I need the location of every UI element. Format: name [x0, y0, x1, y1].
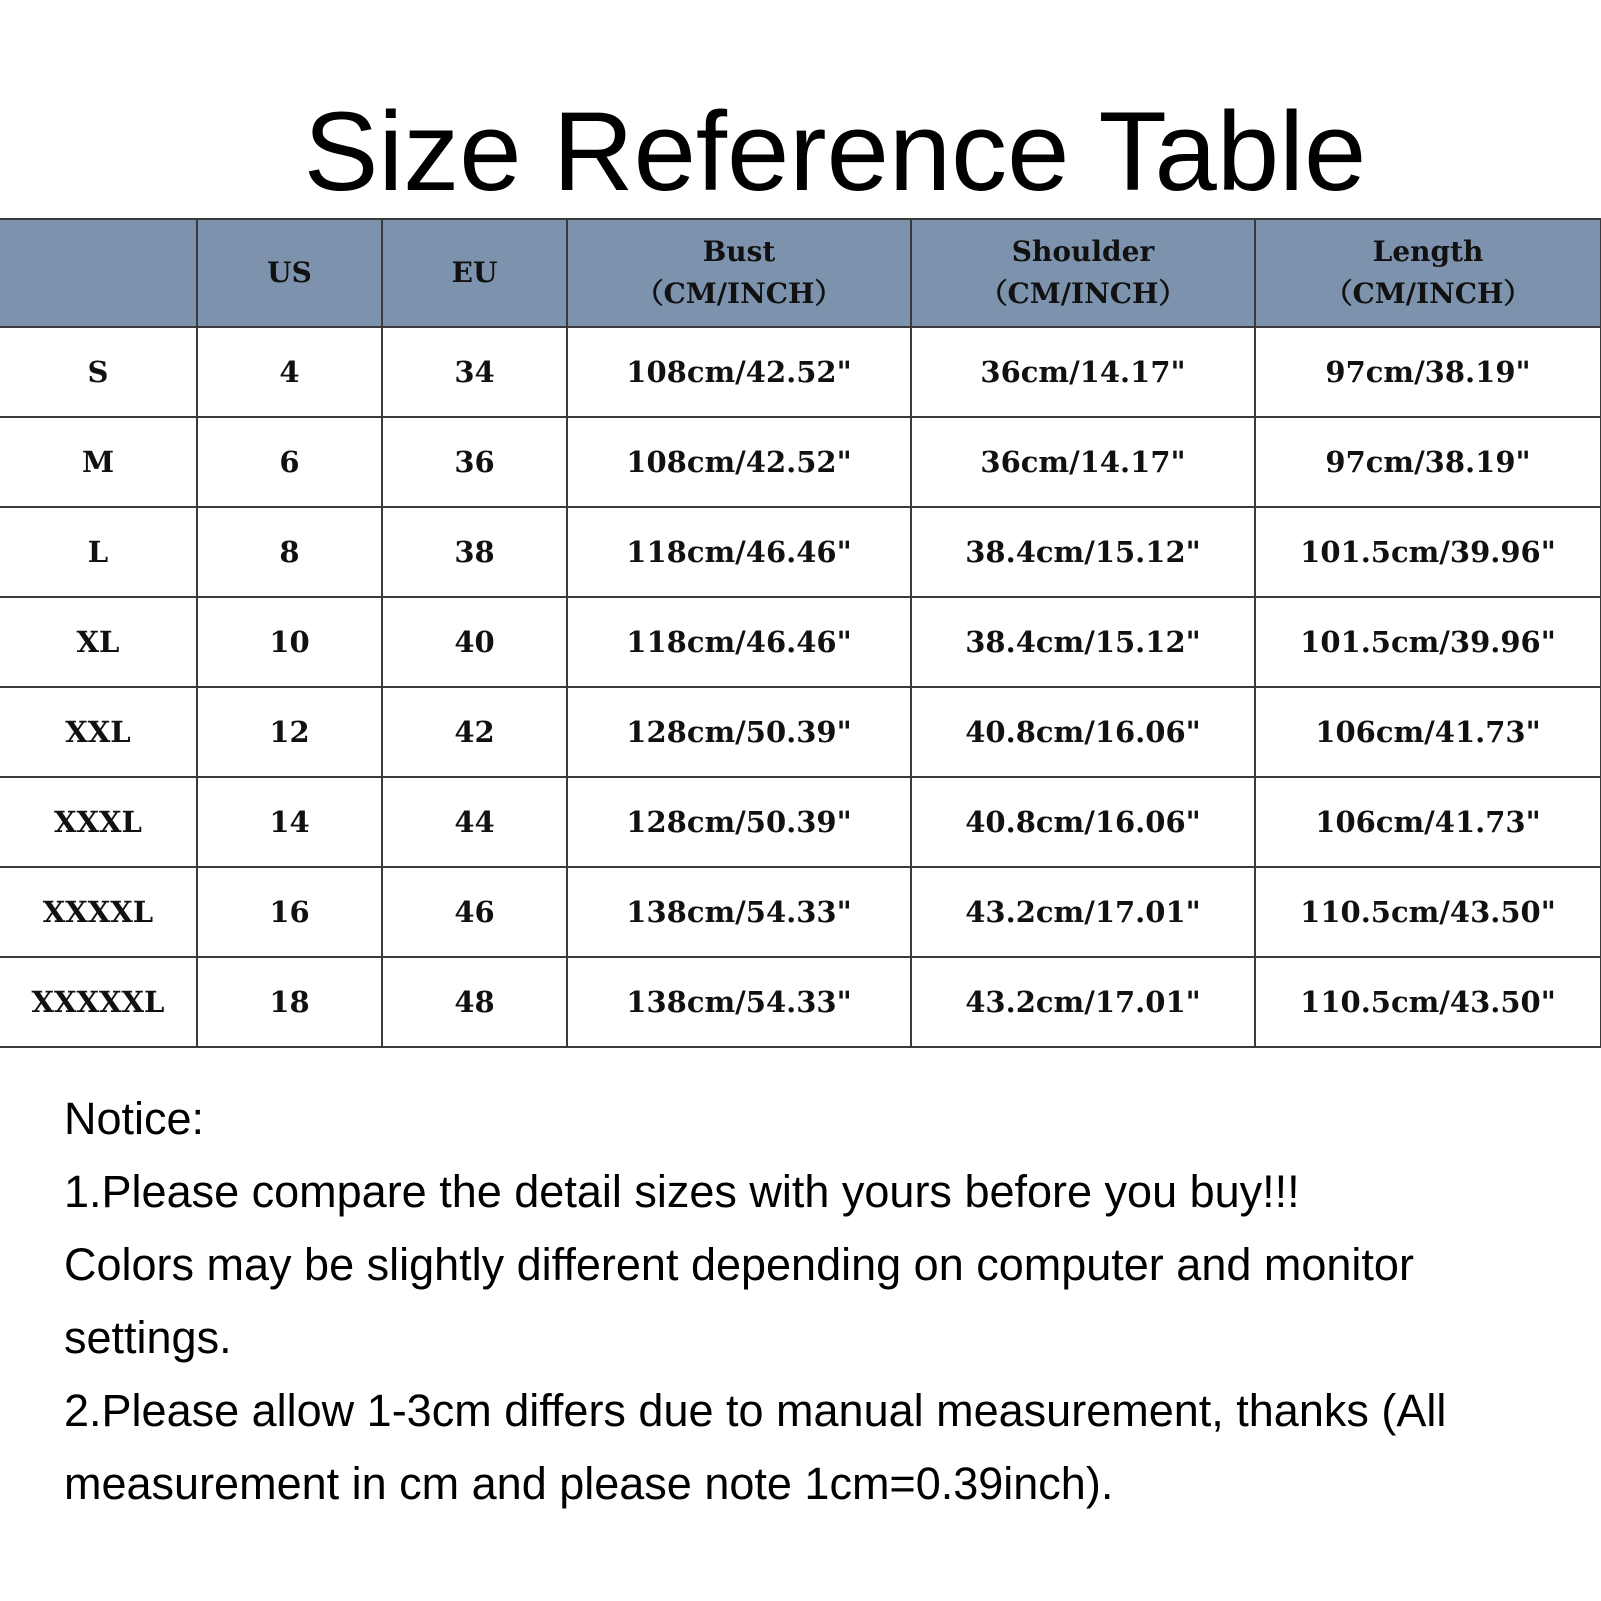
header-size — [0, 219, 197, 327]
table-row — [0, 327, 1601, 417]
cell-length: 110.5cm/43.50" — [1255, 957, 1601, 1047]
cell-us: 16 — [197, 867, 382, 957]
cell-length: 110.5cm/43.50" — [1255, 867, 1601, 957]
cell-eu: 48 — [382, 957, 567, 1047]
cell-length: 97cm/38.19" — [1255, 327, 1601, 417]
cell-shoulder: 43.2cm/17.01" — [911, 957, 1255, 1047]
page-title: Size Reference Table — [303, 89, 1367, 214]
cell-size: S — [0, 327, 197, 417]
cell-bust: 138cm/54.33" — [567, 867, 911, 957]
header-shoulder — [911, 219, 1255, 327]
cell-eu: 46 — [382, 867, 567, 957]
notice-line: 1.Please compare the detail sizes with yours before you buy!!! — [64, 1166, 1300, 1217]
cell-size: XXXL — [0, 777, 197, 867]
cell-us: 10 — [197, 597, 382, 687]
cell-us: 8 — [197, 507, 382, 597]
cell-us: 14 — [197, 777, 382, 867]
notice-line: settings. — [64, 1312, 232, 1363]
header-bust — [567, 219, 911, 327]
cell-length: 106cm/41.73" — [1255, 687, 1601, 777]
cell-eu: 40 — [382, 597, 567, 687]
table-row — [0, 417, 1601, 507]
table-row — [0, 777, 1601, 867]
notice-line: Colors may be slightly different depending on computer and monitor — [64, 1239, 1414, 1290]
cell-us: 6 — [197, 417, 382, 507]
cell-size: XXXXXL — [0, 957, 197, 1047]
cell-us: 18 — [197, 957, 382, 1047]
header-us — [197, 219, 382, 327]
cell-shoulder: 38.4cm/15.12" — [911, 597, 1255, 687]
cell-shoulder: 43.2cm/17.01" — [911, 867, 1255, 957]
cell-size: XXXXL — [0, 867, 197, 957]
header-us-label: US — [267, 256, 312, 289]
cell-shoulder: 40.8cm/16.06" — [911, 687, 1255, 777]
cell-size: M — [0, 417, 197, 507]
header-bust-unit: （CM/INCH） — [635, 277, 843, 310]
cell-shoulder: 38.4cm/15.12" — [911, 507, 1255, 597]
header-length-unit: （CM/INCH） — [1324, 277, 1532, 310]
header-bust-label: Bust — [702, 235, 776, 268]
header-row — [0, 219, 1601, 327]
cell-eu: 44 — [382, 777, 567, 867]
cell-eu: 34 — [382, 327, 567, 417]
notice-block — [64, 1082, 1584, 1520]
cell-eu: 36 — [382, 417, 567, 507]
cell-size: XXL — [0, 687, 197, 777]
cell-shoulder: 40.8cm/16.06" — [911, 777, 1255, 867]
cell-shoulder: 36cm/14.17" — [911, 327, 1255, 417]
cell-bust: 108cm/42.52" — [567, 327, 911, 417]
header-eu — [382, 219, 567, 327]
cell-length: 101.5cm/39.96" — [1255, 507, 1601, 597]
cell-length: 106cm/41.73" — [1255, 777, 1601, 867]
cell-bust: 128cm/50.39" — [567, 777, 911, 867]
cell-bust: 128cm/50.39" — [567, 687, 911, 777]
cell-eu: 42 — [382, 687, 567, 777]
header-shoulder-unit: （CM/INCH） — [979, 277, 1187, 310]
cell-length: 101.5cm/39.96" — [1255, 597, 1601, 687]
cell-length: 97cm/38.19" — [1255, 417, 1601, 507]
table-row — [0, 957, 1601, 1047]
cell-us: 4 — [197, 327, 382, 417]
header-length-label: Length — [1372, 235, 1484, 268]
cell-size: L — [0, 507, 197, 597]
cell-shoulder: 36cm/14.17" — [911, 417, 1255, 507]
table-row — [0, 597, 1601, 687]
header-length — [1255, 219, 1601, 327]
notice-line: measurement in cm and please note 1cm=0.39inch). — [64, 1458, 1114, 1509]
table-row — [0, 867, 1601, 957]
cell-bust: 138cm/54.33" — [567, 957, 911, 1047]
header-shoulder-label: Shoulder — [1011, 235, 1155, 268]
cell-eu: 38 — [382, 507, 567, 597]
cell-size: XL — [0, 597, 197, 687]
notice-heading: Notice: — [64, 1093, 205, 1144]
cell-bust: 118cm/46.46" — [567, 507, 911, 597]
notice-line: 2.Please allow 1-3cm differs due to manual measurement, thanks (All — [64, 1385, 1447, 1436]
header-eu-label: EU — [451, 256, 498, 289]
cell-bust: 108cm/42.52" — [567, 417, 911, 507]
size-table — [0, 218, 1601, 1048]
table-row — [0, 507, 1601, 597]
cell-us: 12 — [197, 687, 382, 777]
table-row — [0, 687, 1601, 777]
cell-bust: 118cm/46.46" — [567, 597, 911, 687]
